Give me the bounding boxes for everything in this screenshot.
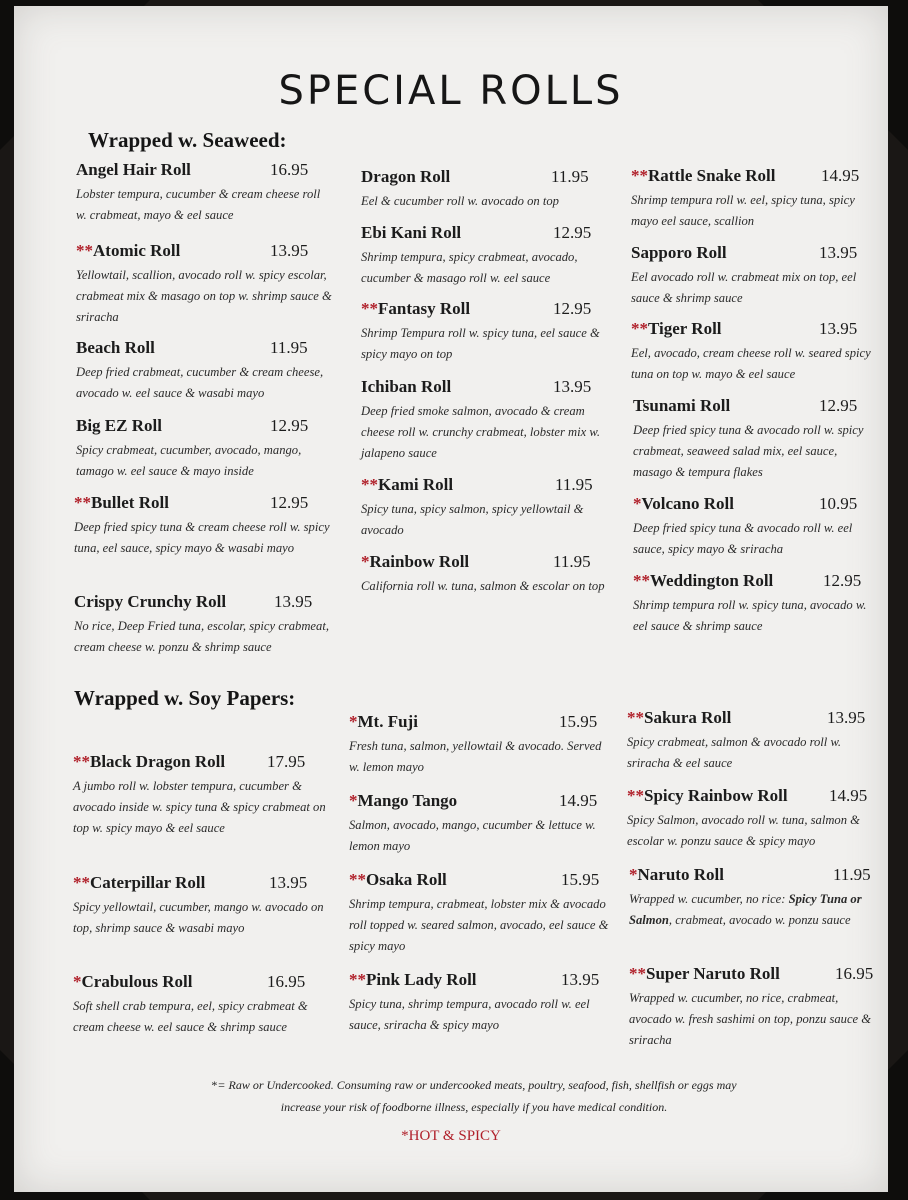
- menu-item: [74, 592, 336, 658]
- item-name: Ichiban Roll: [361, 377, 452, 396]
- spicy-marker: *: [349, 712, 358, 731]
- menu-item: [361, 377, 611, 464]
- spicy-marker: **: [349, 970, 366, 989]
- item-name: Beach Roll: [76, 338, 155, 357]
- item-price: 10.95: [819, 494, 858, 513]
- item-description: California roll w. tuna, salmon & escolar on top: [361, 579, 605, 593]
- menu-item: [631, 243, 871, 309]
- menu-item: [361, 475, 611, 541]
- item-name: Volcano Roll: [641, 494, 734, 513]
- spicy-marker: *: [349, 791, 358, 810]
- menu-item: [76, 241, 332, 328]
- item-name: Caterpillar Roll: [90, 873, 206, 892]
- item-price: 12.95: [270, 493, 309, 512]
- menu-item: [76, 416, 332, 482]
- page-title: SPECIAL ROLLS: [278, 68, 624, 114]
- item-name: Dragon Roll: [361, 167, 451, 186]
- item-description: Eel & cucumber roll w. avocado on top: [361, 194, 559, 208]
- item-description: Deep fried spicy tuna & avocado roll w. spicy crabmeat, seaweed salad mix, eel sauce, masago & tempura flakes: [633, 423, 864, 479]
- item-name: Fantasy Roll: [378, 299, 471, 318]
- item-description: [629, 889, 879, 931]
- item-price: 12.95: [270, 416, 309, 435]
- item-name: Kami Roll: [378, 475, 454, 494]
- item-description-highlight: Spicy Tuna or Salmon: [629, 892, 862, 927]
- item-description: Soft shell crab tempura, eel, spicy crabmeat & cream cheese w. eel sauce & shrimp sauce: [73, 999, 308, 1034]
- menu-item: [349, 791, 614, 857]
- item-description: Fresh tuna, salmon, yellowtail & avocado. Served w. lemon mayo: [349, 739, 602, 774]
- item-description: Deep fried spicy tuna & avocado roll w. eel sauce, spicy mayo & sriracha: [633, 521, 853, 556]
- item-price: 11.95: [555, 475, 593, 494]
- item-price: 11.95: [833, 865, 871, 884]
- raw-food-disclaimer: [174, 1074, 774, 1118]
- item-price: 13.95: [274, 592, 313, 611]
- menu-item: [361, 223, 611, 289]
- item-description: Spicy crabmeat, salmon & avocado roll w. sriracha & eel sauce: [627, 735, 842, 770]
- spicy-marker: **: [74, 493, 91, 512]
- item-name: Tsunami Roll: [633, 396, 731, 415]
- spicy-marker: **: [627, 708, 644, 727]
- menu-item: [73, 752, 335, 839]
- item-name: Sapporo Roll: [631, 243, 727, 262]
- item-price: 11.95: [270, 338, 308, 357]
- item-price: 12.95: [553, 223, 592, 242]
- item-name: Big EZ Roll: [76, 416, 162, 435]
- item-name: Tiger Roll: [648, 319, 722, 338]
- item-description: Shrimp tempura, crabmeat, lobster mix & avocado roll topped w. seared salmon, avocado, eel sauce & spicy mayo: [349, 897, 609, 953]
- item-name: Black Dragon Roll: [90, 752, 226, 771]
- menu-item: [361, 167, 611, 212]
- item-description: Shrimp Tempura roll w. spicy tuna, eel sauce & spicy mayo on top: [361, 326, 600, 361]
- item-description-text: , crabmeat, avocado w. ponzu sauce: [668, 913, 851, 927]
- item-description: No rice, Deep Fried tuna, escolar, spicy crabmeat, cream cheese w. ponzu & shrimp sauce: [74, 619, 329, 654]
- item-price: 14.95: [829, 786, 868, 805]
- item-price: 12.95: [553, 299, 592, 318]
- item-price: 16.95: [267, 972, 306, 991]
- menu-item: [629, 964, 879, 1051]
- item-name: Mt. Fuji: [357, 712, 418, 731]
- menu-item: [74, 493, 336, 559]
- spicy-marker: *: [633, 494, 642, 513]
- item-price: 13.95: [553, 377, 592, 396]
- item-name: Weddington Roll: [650, 571, 774, 590]
- item-name: Rattle Snake Roll: [648, 166, 776, 185]
- item-price: 13.95: [269, 873, 308, 892]
- spicy-marker: **: [361, 475, 378, 494]
- menu-item: [76, 338, 332, 404]
- item-price: 17.95: [267, 752, 306, 771]
- item-description-text: Wrapped w. cucumber, no rice:: [629, 892, 789, 906]
- spicy-marker: **: [629, 964, 646, 983]
- spicy-marker: **: [631, 319, 648, 338]
- menu-item: [631, 166, 871, 232]
- item-name: Rainbow Roll: [369, 552, 470, 571]
- item-description: Deep fried crabmeat, cucumber & cream cheese, avocado w. eel sauce & wasabi mayo: [76, 365, 324, 400]
- spicy-marker: **: [76, 241, 93, 260]
- spicy-marker: **: [361, 299, 378, 318]
- item-description: A jumbo roll w. lobster tempura, cucumber & avocado inside w. spicy tuna & spicy crabmeat on top w. spicy mayo & eel sauce: [73, 779, 326, 835]
- spicy-marker: **: [631, 166, 648, 185]
- menu-page: [14, 6, 888, 1192]
- spicy-marker: **: [633, 571, 650, 590]
- item-description: Shrimp tempura, spicy crabmeat, avocado, cucumber & masago roll w. eel sauce: [361, 250, 578, 285]
- menu-item: [361, 552, 611, 597]
- item-price: 14.95: [559, 791, 598, 810]
- menu-item: [633, 494, 873, 560]
- menu-item: [349, 970, 609, 1036]
- item-name: Angel Hair Roll: [76, 160, 191, 179]
- item-description: Wrapped w. cucumber, no rice, crabmeat, avocado w. fresh sashimi on top, ponzu sauce & sriracha: [629, 991, 872, 1047]
- item-price: 16.95: [835, 964, 874, 983]
- item-description: Shrimp tempura roll w. eel, spicy tuna, spicy mayo eel sauce, scallion: [631, 193, 855, 228]
- item-name: Osaka Roll: [366, 870, 447, 889]
- item-price: 13.95: [819, 319, 858, 338]
- item-description: Spicy Salmon, avocado roll w. tuna, salmon & escolar w. ponzu sauce & spicy mayo: [627, 813, 860, 848]
- item-price: 13.95: [827, 708, 866, 727]
- item-description: Spicy tuna, spicy salmon, spicy yellowtail & avocado: [361, 502, 584, 537]
- item-name: Super Naruto Roll: [646, 964, 780, 983]
- item-name: Crabulous Roll: [81, 972, 193, 991]
- item-description: Salmon, avocado, mango, cucumber & lettuce w. lemon mayo: [349, 818, 596, 853]
- item-name: Naruto Roll: [637, 865, 724, 884]
- item-description: Spicy tuna, shrimp tempura, avocado roll w. eel sauce, sriracha & spicy mayo: [349, 997, 590, 1032]
- spicy-marker: **: [349, 870, 366, 889]
- item-description: Lobster tempura, cucumber & cream cheese roll w. crabmeat, mayo & eel sauce: [76, 187, 321, 222]
- item-name: Atomic Roll: [93, 241, 181, 260]
- disclaimer-line-1: = Raw or Undercooked. Consuming raw or undercooked meats, poultry, seafood, fish, shellfish or eggs may: [217, 1078, 737, 1092]
- menu-item: [631, 319, 871, 385]
- spicy-marker: **: [73, 873, 90, 892]
- item-name: Mango Tango: [357, 791, 458, 810]
- section-title-seaweed: Wrapped w. Seaweed:: [88, 128, 287, 152]
- section-title-soy-papers: Wrapped w. Soy Papers:: [74, 686, 296, 710]
- item-description: Deep fried smoke salmon, avocado & cream cheese roll w. crunchy crabmeat, lobster mix w. jalapeno sauce: [361, 404, 600, 460]
- spicy-marker: *: [629, 865, 638, 884]
- item-name: Crispy Crunchy Roll: [74, 592, 227, 611]
- menu-item: [633, 571, 873, 637]
- spicy-marker: **: [627, 786, 644, 805]
- item-name: Ebi Kani Roll: [361, 223, 462, 242]
- item-price: 14.95: [821, 166, 860, 185]
- menu-item: [627, 708, 877, 774]
- disclaimer-line-2: increase your risk of foodborne illness, especially if you have medical condition.: [280, 1100, 668, 1114]
- menu-item: [633, 396, 873, 483]
- item-price: 13.95: [270, 241, 309, 260]
- item-description: Eel avocado roll w. crabmeat mix on top, eel sauce & shrimp sauce: [631, 270, 857, 305]
- item-description: Spicy yellowtail, cucumber, mango w. avocado on top, shrimp sauce & wasabi mayo: [73, 900, 324, 935]
- item-name: Sakura Roll: [644, 708, 732, 727]
- menu-item: [76, 160, 332, 226]
- item-description: Deep fried spicy tuna & cream cheese roll w. spicy tuna, eel sauce, spicy mayo & wasabi mayo: [74, 520, 330, 555]
- item-name: Pink Lady Roll: [366, 970, 477, 989]
- spicy-marker: *: [73, 972, 82, 991]
- menu-item: [73, 972, 335, 1038]
- menu-item: [627, 786, 877, 852]
- item-price: 16.95: [270, 160, 309, 179]
- item-description: Shrimp tempura roll w. spicy tuna, avocado w. eel sauce & shrimp sauce: [633, 598, 867, 633]
- item-description: Spicy crabmeat, cucumber, avocado, mango, tamago w. eel sauce & mayo inside: [76, 443, 302, 478]
- item-price: 13.95: [561, 970, 600, 989]
- item-price: 15.95: [559, 712, 598, 731]
- item-name: Spicy Rainbow Roll: [644, 786, 788, 805]
- menu-item: [629, 865, 879, 931]
- menu-item: [349, 712, 609, 778]
- item-price: 11.95: [553, 552, 591, 571]
- item-price: 13.95: [819, 243, 858, 262]
- item-price: 15.95: [561, 870, 600, 889]
- item-price: 12.95: [823, 571, 862, 590]
- spicy-marker: *: [361, 552, 370, 571]
- item-description: Eel, avocado, cream cheese roll w. seared spicy tuna on top w. mayo & eel sauce: [631, 346, 871, 381]
- menu-item: [349, 870, 609, 957]
- item-name: Bullet Roll: [91, 493, 169, 512]
- disclaimer-star: *: [211, 1078, 218, 1092]
- menu-item: [73, 873, 335, 939]
- menu-item: [361, 299, 611, 365]
- spicy-marker: **: [73, 752, 90, 771]
- item-price: 11.95: [551, 167, 589, 186]
- hot-spicy-legend: *HOT & SPICY: [401, 1128, 501, 1144]
- item-price: 12.95: [819, 396, 858, 415]
- item-description: Yellowtail, scallion, avocado roll w. spicy escolar, crabmeat mix & masago on top w. shrimp sauce & sriracha: [76, 268, 332, 324]
